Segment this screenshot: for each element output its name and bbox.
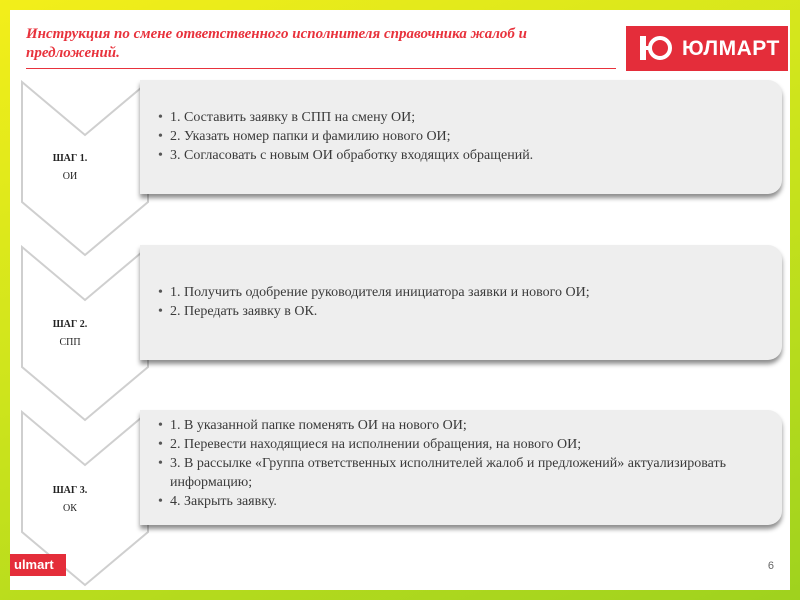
step-1-label [10, 150, 130, 186]
step-2-label [10, 316, 130, 352]
step-1-list [140, 108, 782, 165]
brand-logo-text: ЮЛМАРТ [682, 36, 780, 60]
step-2-card [140, 245, 782, 360]
list-item: • 1. В указанной папке поменять ОИ на нового ОИ; [140, 416, 782, 435]
step-2-number: ШАГ 2. [52, 319, 88, 330]
list-item: • 2. Указать номер папки и фамилию нового ОИ; [140, 127, 782, 146]
footer-brand-logo: ulmart [10, 554, 66, 576]
list-item: • 3. В рассылке «Группа ответственных исполнителей жалоб и предложений» актуализировать информацию; [140, 454, 782, 492]
brand-logo [626, 26, 788, 71]
slide [10, 10, 790, 590]
brand-mark-icon [640, 34, 678, 64]
list-item: • 1. Получить одобрение руководителя инициатора заявки и нового ОИ; [140, 283, 782, 302]
step-3-role: ОК [63, 503, 77, 514]
list-item: • 4. Закрыть заявку. [140, 492, 782, 511]
step-1-card [140, 80, 782, 194]
list-item: • 2. Перевести находящиеся на исполнении обращения, на нового ОИ; [140, 435, 782, 454]
list-item: • 3. Согласовать с новым ОИ обработку входящих обращений. [140, 146, 782, 165]
step-2-role: СПП [59, 337, 81, 348]
title-divider [26, 68, 616, 69]
step-3-card [140, 410, 782, 525]
step-1-role: ОИ [62, 171, 78, 182]
step-2-list [140, 283, 782, 321]
list-item: • 1. Составить заявку в СПП на смену ОИ; [140, 108, 782, 127]
list-item: • 2. Передать заявку в ОК. [140, 302, 782, 321]
step-3-number: ШАГ 3. [52, 485, 88, 496]
step-3-label [10, 482, 130, 518]
slide-title: Инструкция по смене ответственного исполнителя справочника жалоб и предложений. [26, 26, 527, 61]
page-number: 6 [767, 560, 774, 572]
step-3-list [140, 416, 782, 511]
step-1-number: ШАГ 1. [52, 153, 88, 164]
